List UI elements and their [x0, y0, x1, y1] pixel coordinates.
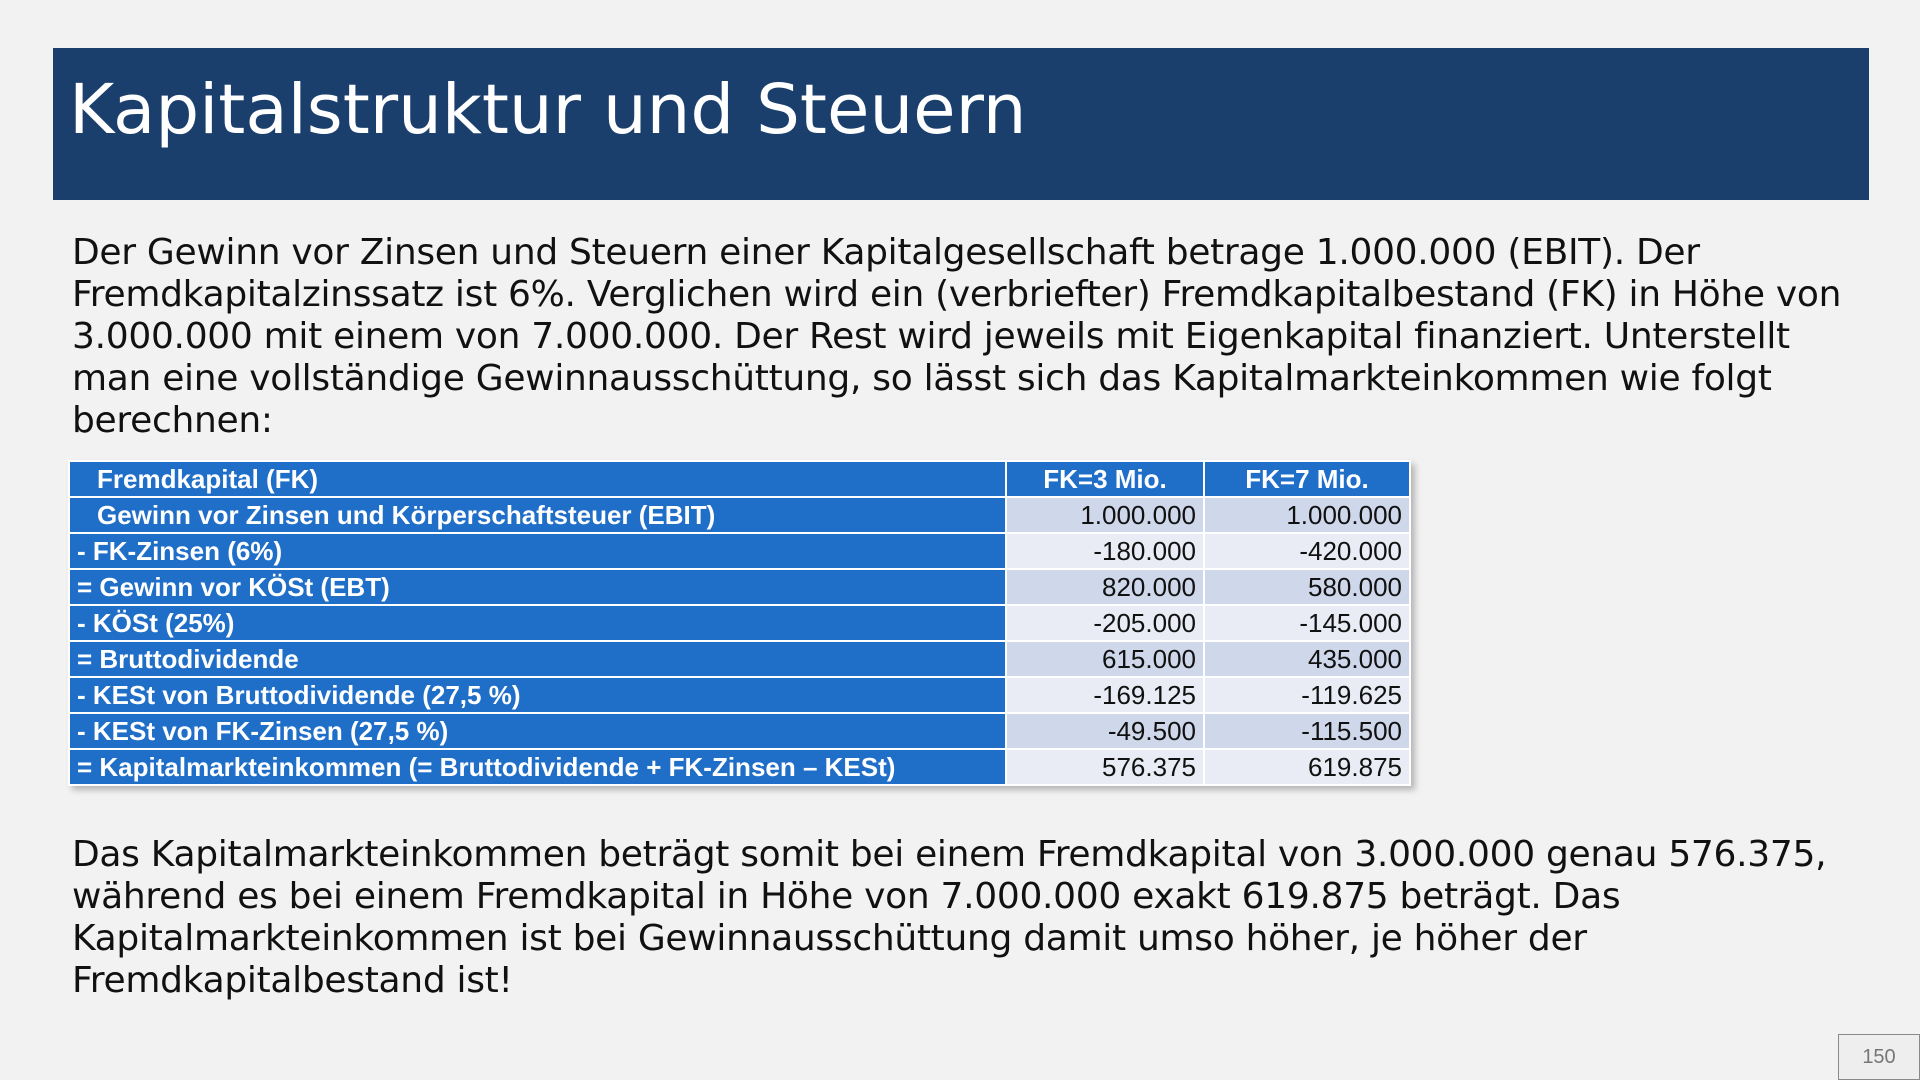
- conclusion-paragraph: Das Kapitalmarkteinkommen beträgt somit bei einem Fremdkapital von 3.000.000 genau 576.375, während es bei einem Fremdkapital in Höhe von 7.000.000 exakt 619.875 beträgt. Das Kapitalmarkteinkommen ist bei Gewinnausschüttung damit umso höher, je höher der Fremdkapitalbestand ist!: [72, 834, 1827, 1001]
- header-fk3: FK=3 Mio.: [1006, 461, 1204, 497]
- slide-title: Kapitalstruktur und Steuern: [69, 70, 1027, 150]
- row-label: = Gewinn vor KÖSt (EBT): [69, 569, 1006, 605]
- row-label: Gewinn vor Zinsen und Körperschaftsteuer (EBIT): [69, 497, 1006, 533]
- table-row-bruttodividende: [69, 641, 1410, 677]
- row-value-fk3: 615.000: [1006, 641, 1204, 677]
- row-value-fk7: -420.000: [1204, 533, 1410, 569]
- intro-paragraph: Der Gewinn vor Zinsen und Steuern einer Kapitalgesellschaft betrage 1.000.000 (EBIT). Der Fremdkapitalzinssatz ist 6%. Verglichen wird ein (verbriefter) Fremdkapitalbestand (FK) in Höhe von 3.000.000 mit einem von 7.000.000. Der Rest wird jeweils mit Eigenkapital finanziert. Unterstellt man eine vollständige Gewinnausschüttung, so lässt sich das Kapitalmarkteinkommen wie folgt berechnen:: [72, 232, 1842, 441]
- table-row-kest-dividende: [69, 677, 1410, 713]
- row-label: - FK-Zinsen (6%): [69, 533, 1006, 569]
- row-value-fk7: -115.500: [1204, 713, 1410, 749]
- header-fremdkapital: Fremdkapital (FK): [69, 461, 1006, 497]
- row-value-fk3: 1.000.000: [1006, 497, 1204, 533]
- table-row-kest-zinsen: [69, 713, 1410, 749]
- row-label: = Bruttodividende: [69, 641, 1006, 677]
- row-value-fk7: 435.000: [1204, 641, 1410, 677]
- table-row-fk-zinsen: [69, 533, 1410, 569]
- row-label: - KÖSt (25%): [69, 605, 1006, 641]
- row-value-fk3: -169.125: [1006, 677, 1204, 713]
- row-value-fk7: 619.875: [1204, 749, 1410, 785]
- row-label: = Kapitalmarkteinkommen (= Bruttodividende + FK-Zinsen – KESt): [69, 749, 1006, 785]
- row-value-fk3: -180.000: [1006, 533, 1204, 569]
- row-value-fk3: -49.500: [1006, 713, 1204, 749]
- row-value-fk3: 576.375: [1006, 749, 1204, 785]
- row-label: - KESt von FK-Zinsen (27,5 %): [69, 713, 1006, 749]
- page-number: 150: [1838, 1034, 1920, 1080]
- income-table: [68, 460, 1411, 786]
- row-value-fk3: 820.000: [1006, 569, 1204, 605]
- row-value-fk7: -119.625: [1204, 677, 1410, 713]
- row-label: - KESt von Bruttodividende (27,5 %): [69, 677, 1006, 713]
- header-fk7: FK=7 Mio.: [1204, 461, 1410, 497]
- row-value-fk3: -205.000: [1006, 605, 1204, 641]
- row-value-fk7: 580.000: [1204, 569, 1410, 605]
- table-row-koest: [69, 605, 1410, 641]
- table-row-kapitalmarkteinkommen: [69, 749, 1410, 785]
- row-value-fk7: 1.000.000: [1204, 497, 1410, 533]
- table-row-ebit: [69, 497, 1410, 533]
- table-row-ebt: [69, 569, 1410, 605]
- title-bar: [53, 48, 1869, 200]
- table-header-row: [69, 461, 1410, 497]
- row-value-fk7: -145.000: [1204, 605, 1410, 641]
